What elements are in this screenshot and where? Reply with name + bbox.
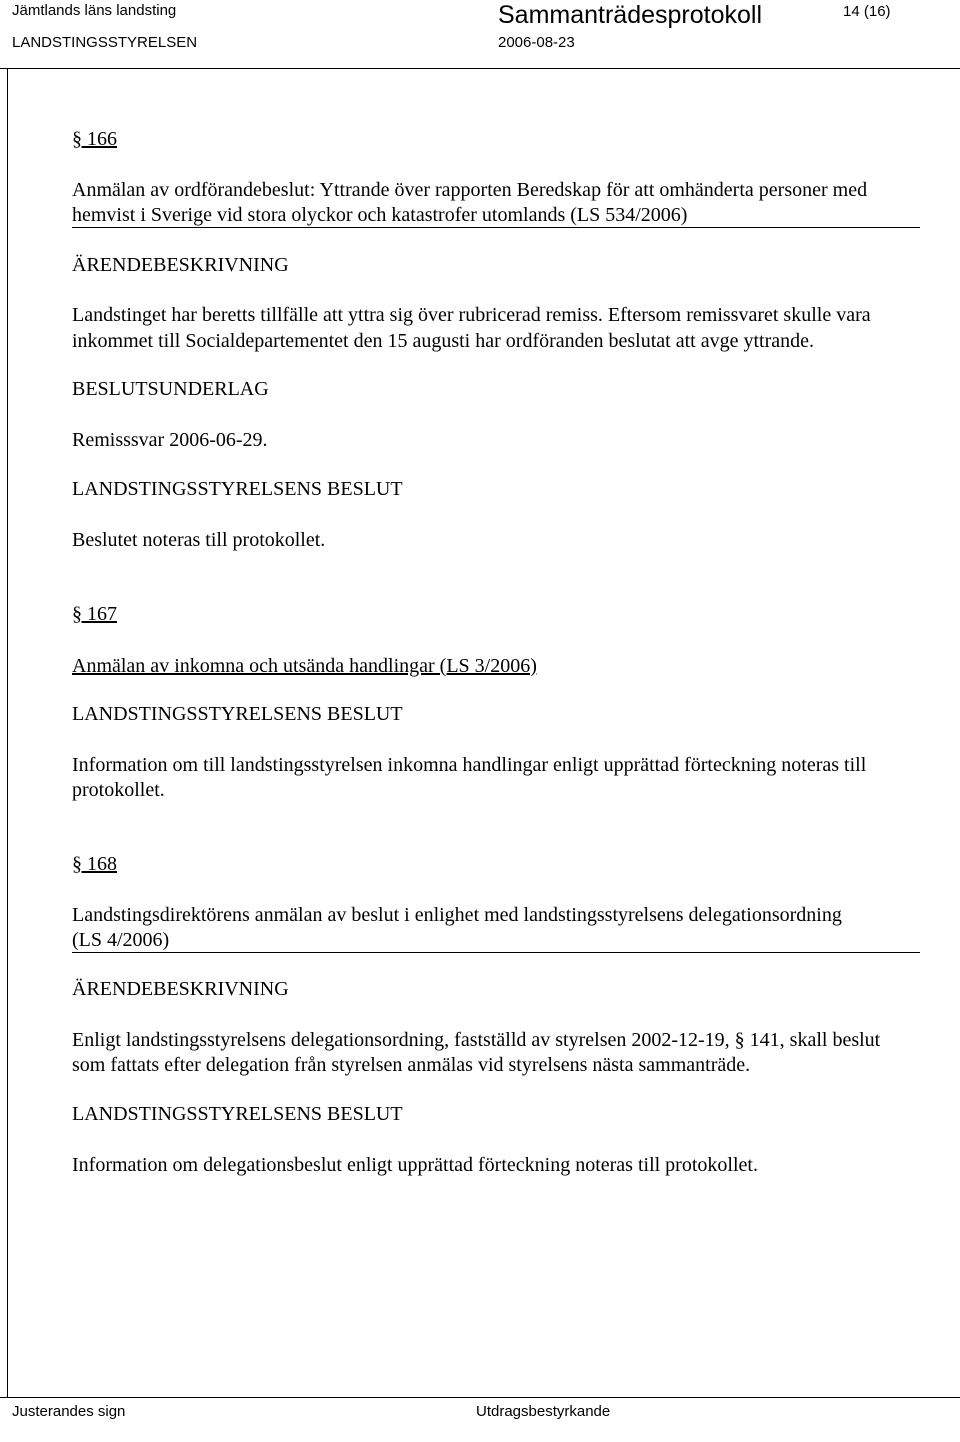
section-166-para2: Remisssvar 2006-06-29. bbox=[72, 429, 268, 451]
section-168-number: § 168 bbox=[72, 853, 117, 875]
section-166-para1-line1: Landstinget har beretts tillfälle att yttra sig över rubricerad remiss. Eftersom remissvaret skulle vara bbox=[72, 304, 871, 326]
section-166-heading-beslutsunderlag: BESLUTSUNDERLAG bbox=[72, 378, 269, 400]
document-type-title: Sammanträdesprotokoll bbox=[498, 1, 763, 29]
signature-label: Justerandes sign bbox=[12, 1403, 126, 1420]
left-margin-line bbox=[7, 69, 8, 1397]
section-168-para1-line2: som fattats efter delegation från styrelsen anmälas vid styrelsens nästa sammanträde. bbox=[72, 1054, 751, 1076]
section-168-para2: Information om delegationsbeslut enligt upprättad förteckning noteras till protokollet. bbox=[72, 1154, 758, 1176]
extract-certification-label: Utdragsbestyrkande bbox=[476, 1403, 611, 1420]
header-divider bbox=[0, 68, 960, 69]
section-167-para1-line2: protokollet. bbox=[72, 779, 165, 801]
section-167-heading-beslut: LANDSTINGSSTYRELSENS BESLUT bbox=[72, 703, 403, 725]
section-166-para3: Beslutet noteras till protokollet. bbox=[72, 529, 326, 551]
section-167-para1-line1: Information om till landstingsstyrelsen inkomna handlingar enligt upprättad förteckning noteras till bbox=[72, 754, 867, 776]
section-168-title-underline bbox=[72, 952, 920, 953]
section-168-para1-line1: Enligt landstingsstyrelsens delegationsordning, fastställd av styrelsen 2002-12-19, § 141, skall beslut bbox=[72, 1029, 881, 1051]
section-168-title-line2: (LS 4/2006) bbox=[72, 929, 170, 951]
page-number: 14 (16) bbox=[843, 3, 891, 20]
section-168-heading-arendebeskrivning: ÄRENDEBESKRIVNING bbox=[72, 978, 289, 1000]
section-166-heading-beslut: LANDSTINGSSTYRELSENS BESLUT bbox=[72, 478, 403, 500]
footer-divider bbox=[0, 1397, 960, 1398]
section-167-title: Anmälan av inkomna och utsända handlingar (LS 3/2006) bbox=[72, 655, 537, 677]
section-166-number: § 166 bbox=[72, 128, 117, 150]
section-167-number: § 167 bbox=[72, 603, 117, 625]
section-166-para1-line2: inkommet till Socialdepartementet den 15 augusti har ordföranden beslutat att avge yttrande. bbox=[72, 330, 814, 352]
section-166-heading-arendebeskrivning: ÄRENDEBESKRIVNING bbox=[72, 254, 289, 276]
section-166-title-line1: Anmälan av ordförandebeslut: Yttrande över rapporten Beredskap för att omhänderta personer med bbox=[72, 179, 868, 201]
section-166-title-line2: hemvist i Sverige vid stora olyckor och katastrofer utomlands (LS 534/2006) bbox=[72, 204, 688, 226]
meeting-date: 2006-08-23 bbox=[498, 34, 575, 51]
section-168-title-line1: Landstingsdirektörens anmälan av beslut i enlighet med landstingsstyrelsens delegationsordning bbox=[72, 904, 842, 926]
organization-name: Jämtlands läns landsting bbox=[12, 2, 177, 19]
section-168-heading-beslut: LANDSTINGSSTYRELSENS BESLUT bbox=[72, 1103, 403, 1125]
section-166-title-underline bbox=[72, 227, 920, 228]
board-name: LANDSTINGSSTYRELSEN bbox=[12, 34, 198, 51]
